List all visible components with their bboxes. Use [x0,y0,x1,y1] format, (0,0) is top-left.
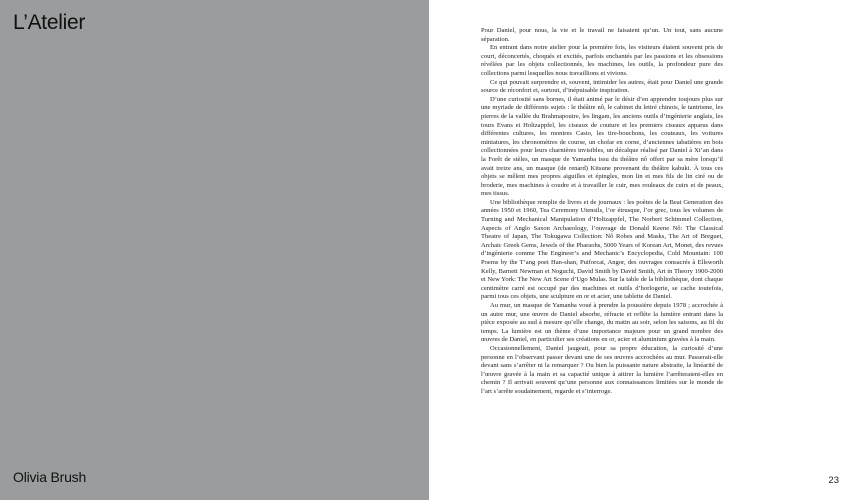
chapter-title: L’Atelier [13,11,86,34]
paragraph-4: D’une curiosité sans bornes, il était animé par le désir d’en apprendre toujours plus sur une myriade de différents sujets : le théâtre nô, le cabinet du lettré chinois, le tantrisme, les pierres de la vallée du Brahmapoutre, les lingam, les anciens outils d’ingénierie anglais, les tours Evans et Holtzappfel, les ciseaux de couture et les premiers ciseaux apparus dans différentes cultures, les montres Casio, les tire-bouchons, les couteaux, les voitures miniatures, les chronomètres de course, un chofar en corne, d’anciennes tabatières en bois collectionnées pour leurs charnières invisibles, un décalque réalisé par Daniel à Xi’an dans la Forêt de stèles, un masque de Yamanba issu du théâtre nô offert par sa mère lorsqu’il avait treize ans, un masque (de renard) Kitsune provenant du théâtre kabuki. À tous ces objets se mêlent mes propres aiguilles et épingles, mon lin et mes fils de lin ciré ou de broderie, mes machines à coudre et à travailler le cuir, mes rouleaux de cuirs et de peaux, mes tissus. [481,95,723,198]
paragraph-2: En entrant dans notre atelier pour la première fois, les visiteurs étaient souvent pris de court, déconcertés, choqués et excités, parfois enchantés par les passions et les obsessions révélées par les objets collectionnés, les machines, les outils, la profondeur pure des collections parmi lesquelles nous travaillions et vivions. [481,44,723,77]
page-number: 23 [828,475,839,486]
paragraph-7: Occasionnellement, Daniel jaugeait, pour sa propre éducation, la curiosité d’une personne en l’observant passer devant une de ses œuvres accrochées au mur. Passerait-elle devant sans s’arrêter ni la remarquer ? Ou bien la puissante nature abstraite, la linéarité de l’œuvre gravée à la main et sa capacité unique à attirer la lumière l’arrêteraient-elles en chemin ? Il arrivait souvent qu’une personne aux connaissances limitées sur le monde de l’art s’arrête soudainement, regarde et s’interroge. [481,344,723,395]
paragraph-6: Au mur, un masque de Yamanba voué à prendre la poussière depuis 1978 ; accrochée à un autre mur, une œuvre de Daniel absorbe, réfracte et reflète la lumière entrant dans la pièce exposée au sud à mesure qu’elle change, du matin au soir, selon les saisons, au fil du temps. La lumière est un thème d’une importance majeure pour un grand nombre des œuvres de Daniel, en particulier ses créations en or, acier et aluminium gravées à la main. [481,302,723,344]
body-text [481,27,723,397]
paragraph-5: Une bibliothèque remplie de livres et de journaux : les poètes de la Beat Generation des années 1950 et 1960, Tea Ceremony Utensils, l’or étrusque, l’or grec, tous les volumes de Turning and Mechanical Manipulation d’Holtzappfel, The Norbert Schimmel Collection, Aspects of Anglo Saxon Archaeology, l’ouvrage de Donald Keene Nô: The Classical Theatre of Japan, The Tokugawa Collection: Nô Robes and Masks, The Art of Breguet, Archaic Greek Gems, Jewels of the Pharaohs, 5000 Years of Korean Art, Monet, des revues d’ingénierie comme The Engineer’s and Mechanic’s Encyclopedia, Cold Mountain: 100 Poems by the T’ang poet Han-shan, Puiforcat, Angor, des ouvrages consacrés à Ellsworth Kelly, Barnett Newman et Noguchi, David Smith by David Smith, Art in Theory 1900-2000 et New York: The New Art Scene d’Ugo Mulas. Sur la table de la bibliothèque, dont chaque centimètre carré est occupé par des machines et outils d’horlogerie, se cache toutefois, parmi tous ces objets, une sculpture en or et acier, une tablette de Daniel. [481,198,723,301]
right-page [429,0,847,500]
author-name: Olivia Brush [13,469,87,485]
paragraph-3: Ce qui pouvait surprendre et, souvent, intimider les autres, était pour Daniel une grande source de réconfort et, surtout, d’inépuisable inspiration. [481,78,723,95]
paragraph-1: Pour Daniel, pour nous, la vie et le travail ne faisaient qu’un. Un tout, sans aucune séparation. [481,27,723,43]
